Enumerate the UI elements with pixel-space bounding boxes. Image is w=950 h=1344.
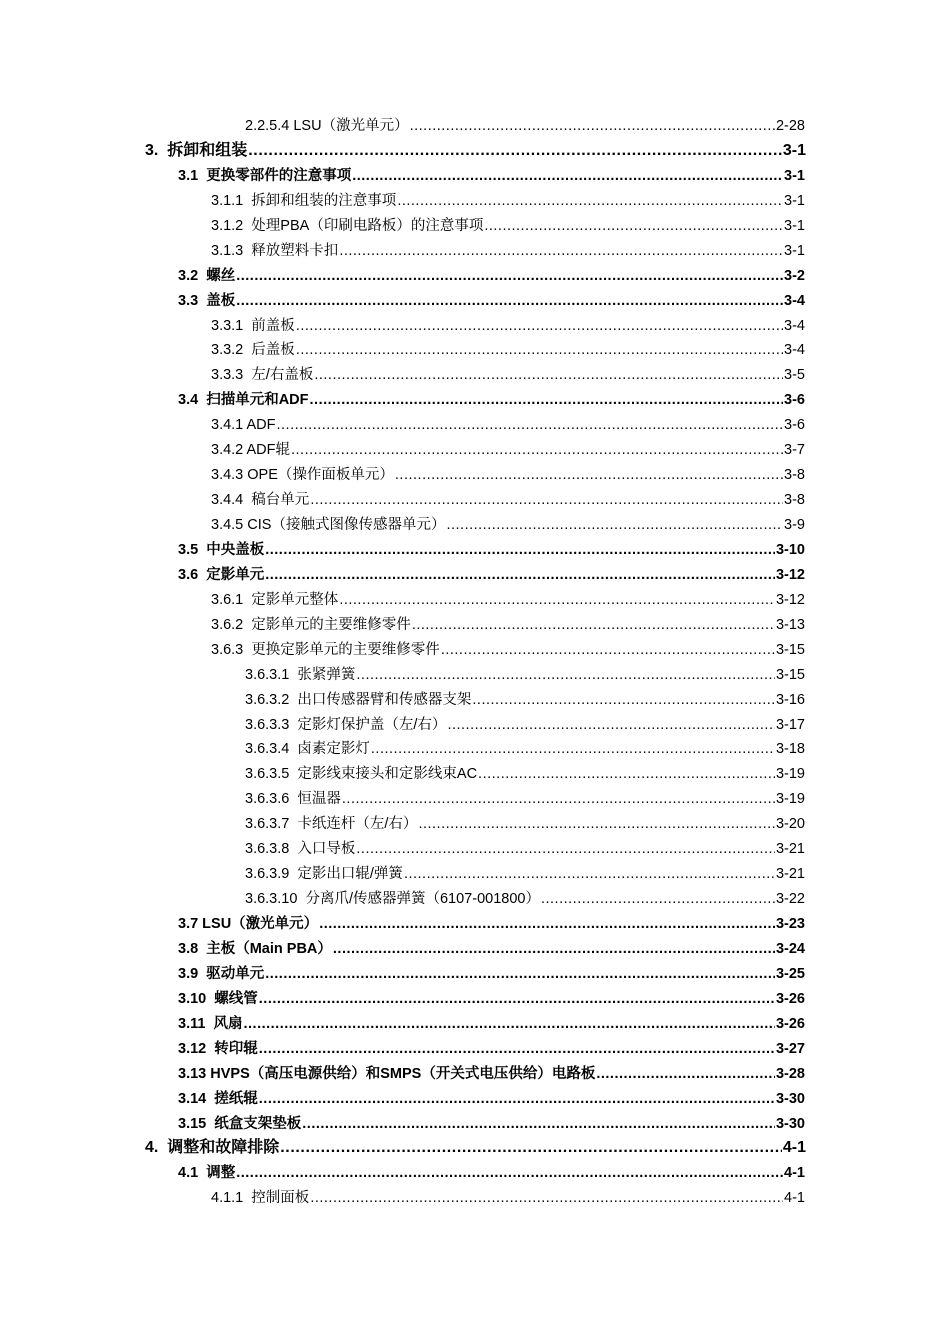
toc-entry[interactable] — [0, 837, 950, 862]
toc-dot-leader — [472, 688, 775, 713]
toc-entry-title: 3.6.3.5 定影线束接头和定影线束AC — [245, 766, 478, 783]
toc-dot-leader — [291, 438, 783, 463]
toc-entry-page: 3-9 — [784, 517, 805, 533]
toc-entry-page: 3-26 — [775, 990, 805, 1007]
toc-entry-page: 3-21 — [775, 841, 805, 858]
toc-entry-title: 3.6.3.3 定影灯保护盖（左/右） — [245, 716, 447, 733]
toc-dot-leader — [248, 139, 782, 164]
toc-entry[interactable] — [0, 314, 950, 339]
toc-entry-page: 4-1 — [784, 1190, 805, 1207]
toc-entry-title: 3.6.3.4 卤素定影灯 — [245, 741, 370, 758]
toc-entry-title: 3.3.1 前盖板 — [211, 317, 295, 334]
toc-entry-title: 3.1.1 拆卸和组装的注意事项 — [211, 192, 397, 209]
toc-entry-page: 4-1 — [784, 1165, 805, 1182]
toc-entry-title: 3.15 纸盒支架垫板 — [178, 1115, 302, 1132]
toc-entry-page: 3-23 — [775, 916, 805, 932]
toc-entry-title: 3.6.3.8 入口导板 — [245, 841, 356, 858]
toc-entry-title: 3.4.3 OPE（操作面板单元） — [211, 467, 394, 484]
toc-entry-title: 3.6 定影单元 — [178, 566, 265, 583]
toc-entry[interactable] — [0, 388, 950, 413]
toc-entry[interactable] — [0, 912, 950, 937]
toc-dot-leader — [333, 937, 775, 962]
toc-entry-page: 3-1 — [784, 167, 805, 184]
toc-entry-title: 3.6.3.2 出口传感器臂和传感器支架 — [245, 691, 472, 708]
toc-dot-leader — [259, 1037, 775, 1062]
toc-entry-page: 3-4 — [784, 317, 805, 334]
toc-dot-leader — [265, 538, 775, 563]
toc-entry-title: 4.1.1 控制面板 — [211, 1190, 310, 1207]
toc-entry[interactable] — [0, 787, 950, 812]
toc-dot-leader — [441, 638, 775, 663]
toc-entry[interactable] — [0, 114, 950, 139]
toc-entry-page: 3-19 — [775, 791, 805, 808]
toc-entry-page: 3-1 — [784, 192, 805, 209]
toc-dot-leader — [397, 189, 783, 214]
toc-entry-page: 3-15 — [775, 641, 805, 658]
toc-entry-title: 3.3.3 左/右盖板 — [211, 367, 314, 384]
toc-dot-leader — [310, 388, 784, 413]
toc-entry-title: 3.4.5 CIS（接触式图像传感器单元） — [211, 517, 446, 533]
toc-dot-leader — [404, 862, 775, 887]
toc-dot-leader — [395, 463, 783, 488]
toc-entry[interactable] — [0, 513, 950, 538]
toc-entry-title: 3.6.3.7 卡纸连杆（左/右） — [245, 816, 418, 833]
toc-entry-page: 3-6 — [784, 392, 805, 409]
toc-dot-leader — [319, 912, 775, 937]
toc-entry[interactable] — [0, 688, 950, 713]
toc-entry[interactable] — [0, 214, 950, 239]
toc-dot-leader — [356, 663, 775, 688]
toc-dot-leader — [447, 713, 775, 738]
toc-entry-title: 3.12 转印辊 — [178, 1040, 258, 1057]
toc-dot-leader — [302, 1112, 775, 1137]
toc-entry-title: 4.1 调整 — [178, 1165, 236, 1182]
toc-entry-title: 3.9 驱动单元 — [178, 965, 265, 982]
toc-entry[interactable] — [0, 1161, 950, 1186]
toc-dot-leader — [276, 413, 783, 438]
toc-entry[interactable] — [0, 812, 950, 837]
toc-dot-leader — [310, 488, 783, 513]
toc-dot-leader — [352, 164, 783, 189]
toc-entry-title: 3.4.2 ADF辊 — [211, 442, 290, 459]
toc-entry-title: 3.10 螺线管 — [178, 990, 258, 1007]
toc-dot-leader — [236, 289, 783, 314]
toc-entry[interactable] — [0, 239, 950, 264]
toc-entry-page: 3-27 — [775, 1040, 805, 1057]
toc-entry-page: 3-1 — [782, 141, 806, 159]
toc-dot-leader — [596, 1062, 775, 1087]
toc-entry-title: 3.6.3.10 分离爪/传感器弹簧（6107-001800） — [245, 891, 540, 908]
toc-dot-leader — [296, 338, 783, 363]
toc-dot-leader — [418, 812, 775, 837]
toc-dot-leader — [478, 762, 775, 787]
toc-entry-page: 3-8 — [784, 492, 805, 509]
toc-entry-title: 3.7 LSU（激光单元） — [178, 916, 319, 932]
toc-entry-page: 3-20 — [775, 816, 805, 833]
toc-entry-title: 3.11 风扇 — [178, 1015, 243, 1032]
toc-dot-leader — [280, 1136, 782, 1161]
toc-entry-page: 3-15 — [775, 666, 805, 683]
table-of-contents — [0, 114, 950, 1211]
toc-entry-page: 3-5 — [784, 367, 805, 384]
toc-entry[interactable] — [0, 613, 950, 638]
toc-entry-page: 3-2 — [784, 267, 805, 284]
toc-entry-page: 3-26 — [775, 1015, 805, 1032]
toc-dot-leader — [339, 588, 775, 613]
toc-entry[interactable] — [0, 1136, 950, 1161]
toc-entry[interactable] — [0, 887, 950, 912]
toc-entry-title: 3. 拆卸和组装 — [145, 141, 248, 159]
toc-entry-page: 3-28 — [775, 1065, 805, 1082]
toc-dot-leader — [484, 214, 783, 239]
toc-entry[interactable] — [0, 538, 950, 563]
toc-entry[interactable] — [0, 289, 950, 314]
toc-dot-leader — [446, 513, 783, 538]
toc-entry-title: 3.14 搓纸辊 — [178, 1090, 258, 1107]
toc-entry-page: 3-24 — [775, 940, 805, 957]
toc-entry-title: 3.6.3.6 恒温器 — [245, 791, 341, 808]
toc-entry-page: 3-7 — [784, 442, 805, 459]
toc-entry-title: 3.4.4 稿台单元 — [211, 492, 310, 509]
toc-entry-page: 3-13 — [775, 616, 805, 633]
toc-entry-page: 3-6 — [784, 417, 805, 434]
toc-entry-page: 2-28 — [775, 118, 805, 134]
toc-entry[interactable] — [0, 663, 950, 688]
toc-entry-title: 3.4.1 ADF — [211, 417, 276, 434]
toc-entry-page: 3-30 — [775, 1090, 805, 1107]
toc-entry-title: 3.6.2 定影单元的主要维修零件 — [211, 616, 411, 633]
toc-entry-title: 3.4 扫描单元和ADF — [178, 392, 309, 409]
toc-dot-leader — [259, 987, 775, 1012]
toc-entry-title: 3.1.2 处理PBA（印刷电路板）的注意事项 — [211, 217, 484, 234]
toc-entry-page: 3-4 — [784, 292, 805, 309]
toc-entry-page: 3-18 — [775, 741, 805, 758]
toc-entry-page: 3-16 — [775, 691, 805, 708]
toc-entry[interactable] — [0, 189, 950, 214]
toc-entry-title: 3.6.3 更换定影单元的主要维修零件 — [211, 641, 440, 658]
toc-entry-page: 3-25 — [775, 965, 805, 982]
toc-dot-leader — [243, 1012, 774, 1037]
toc-dot-leader — [265, 563, 775, 588]
toc-dot-leader — [236, 264, 783, 289]
toc-dot-leader — [342, 787, 775, 812]
toc-dot-leader — [412, 613, 775, 638]
toc-entry-page: 3-12 — [775, 566, 805, 583]
toc-entry-page: 3-22 — [775, 891, 805, 908]
toc-entry-title: 3.1.3 释放塑料卡扣 — [211, 242, 339, 259]
toc-dot-leader — [541, 887, 775, 912]
toc-entry[interactable] — [0, 588, 950, 613]
toc-entry-page: 3-1 — [784, 217, 805, 234]
toc-entry[interactable] — [0, 713, 950, 738]
toc-entry-page: 3-4 — [784, 342, 805, 359]
toc-dot-leader — [296, 314, 783, 339]
toc-dot-leader — [236, 1161, 783, 1186]
toc-entry[interactable] — [0, 1087, 950, 1112]
toc-entry-page: 3-21 — [775, 866, 805, 883]
toc-entry-title: 3.6.3.9 定影出口辊/弹簧 — [245, 866, 403, 883]
toc-dot-leader — [265, 962, 775, 987]
toc-entry[interactable] — [0, 1012, 950, 1037]
toc-dot-leader — [310, 1186, 783, 1211]
toc-entry-page: 3-10 — [775, 541, 805, 558]
toc-entry-title: 3.13 HVPS（高压电源供给）和SMPS（开关式电压供给）电路板 — [178, 1065, 596, 1082]
toc-entry-title: 3.2 螺丝 — [178, 267, 236, 284]
toc-entry-title: 3.3 盖板 — [178, 292, 236, 309]
toc-entry[interactable] — [0, 962, 950, 987]
toc-entry[interactable] — [0, 488, 950, 513]
toc-entry-page: 3-19 — [775, 766, 805, 783]
toc-entry[interactable] — [0, 438, 950, 463]
toc-dot-leader — [314, 363, 783, 388]
toc-entry[interactable] — [0, 987, 950, 1012]
toc-entry-page: 3-1 — [784, 242, 805, 259]
toc-entry[interactable] — [0, 563, 950, 588]
toc-dot-leader — [259, 1087, 775, 1112]
toc-entry-page: 3-12 — [775, 591, 805, 608]
toc-entry[interactable] — [0, 762, 950, 787]
toc-entry[interactable] — [0, 1112, 950, 1137]
toc-entry[interactable] — [0, 737, 950, 762]
toc-entry[interactable] — [0, 139, 950, 164]
toc-entry-title: 4. 调整和故障排除 — [145, 1139, 280, 1157]
toc-dot-leader — [410, 114, 775, 139]
toc-entry-title: 2.2.5.4 LSU（激光单元） — [245, 118, 409, 134]
toc-dot-leader — [356, 837, 775, 862]
toc-entry-page: 3-30 — [775, 1115, 805, 1132]
toc-entry-title: 3.1 更换零部件的注意事项 — [178, 167, 352, 184]
toc-entry-page: 3-8 — [784, 467, 805, 484]
toc-entry-page: 3-17 — [775, 716, 805, 733]
toc-entry[interactable] — [0, 363, 950, 388]
toc-entry[interactable] — [0, 463, 950, 488]
toc-entry-page: 4-1 — [782, 1139, 806, 1157]
toc-entry-title: 3.3.2 后盖板 — [211, 342, 295, 359]
toc-entry-title: 3.6.1 定影单元整体 — [211, 591, 339, 608]
toc-entry[interactable] — [0, 862, 950, 887]
toc-entry[interactable] — [0, 1037, 950, 1062]
toc-dot-leader — [339, 239, 783, 264]
toc-entry[interactable] — [0, 164, 950, 189]
toc-entry[interactable] — [0, 338, 950, 363]
toc-entry-title: 3.8 主板（Main PBA） — [178, 940, 332, 957]
toc-entry-title: 3.6.3.1 张紧弹簧 — [245, 666, 356, 683]
toc-entry[interactable] — [0, 1062, 950, 1087]
toc-dot-leader — [371, 737, 775, 762]
toc-entry[interactable] — [0, 264, 950, 289]
toc-entry[interactable] — [0, 937, 950, 962]
toc-entry[interactable] — [0, 638, 950, 663]
toc-entry[interactable] — [0, 413, 950, 438]
toc-entry-title: 3.5 中央盖板 — [178, 541, 265, 558]
toc-entry[interactable] — [0, 1186, 950, 1211]
